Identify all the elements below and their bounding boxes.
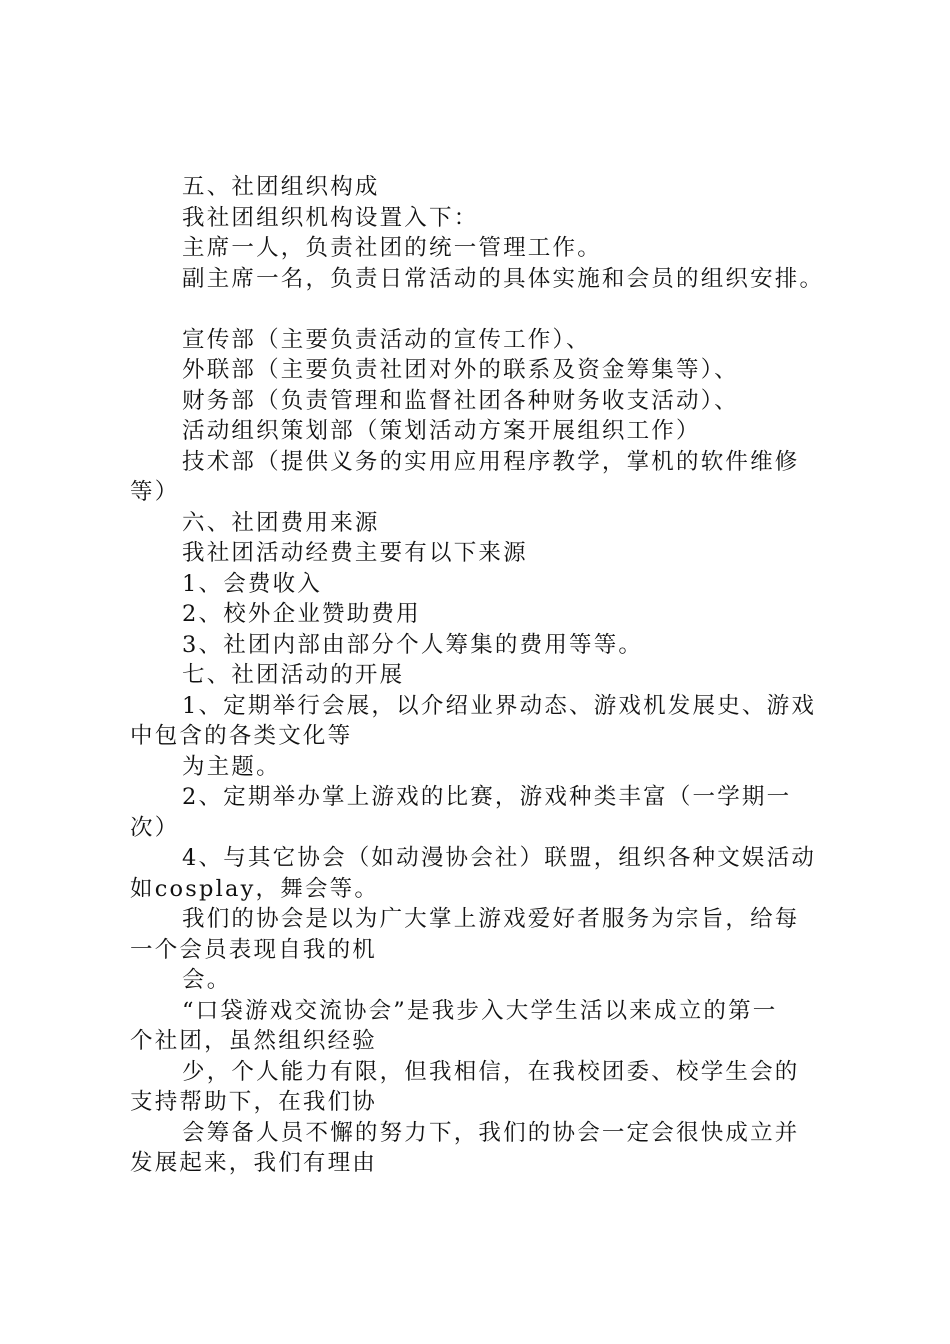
document-body bbox=[130, 172, 840, 1179]
body-line: 支持帮助下，在我们协 bbox=[130, 1089, 378, 1115]
body-line: 如cosplay，舞会等。 bbox=[130, 875, 380, 902]
body-line: 我们的协会是以为广大掌上游戏爱好者服务为宗旨，给每 bbox=[182, 906, 800, 932]
body-line: 外联部（主要负责社团对外的联系及资金筹集等）、 bbox=[182, 357, 739, 383]
section-heading-activities: 七、社团活动的开展 bbox=[182, 662, 405, 688]
body-line: “口袋游戏交流协会”是我步入大学生活以来成立的第一 bbox=[182, 997, 778, 1024]
list-item: 2、校外企业赞助费用 bbox=[182, 601, 421, 627]
list-item: 4、与其它协会（如动漫协会社）联盟，组织各种文娱活动 bbox=[182, 845, 817, 871]
body-line: 活动组织策划部（策划活动方案开展组织工作） bbox=[182, 418, 701, 444]
body-line: 主席一人，负责社团的统一管理工作。 bbox=[182, 235, 602, 261]
body-line: 副主席一名，负责日常活动的具体实施和会员的组织安排。 bbox=[182, 265, 825, 292]
body-line: 宣传部（主要负责活动的宣传工作）、 bbox=[182, 326, 591, 353]
list-item: 3、社团内部由部分个人筹集的费用等等。 bbox=[182, 631, 644, 658]
body-line: 技术部（提供义务的实用应用程序教学，掌机的软件维修 bbox=[182, 448, 800, 475]
section-heading-funding: 六、社团费用来源 bbox=[182, 509, 380, 536]
body-line: 少，个人能力有限，但我相信，在我校团委、校学生会的 bbox=[182, 1058, 800, 1085]
body-line: 为主题。 bbox=[182, 753, 281, 780]
blank-line bbox=[130, 294, 840, 325]
list-item: 1、会费收入 bbox=[182, 570, 323, 597]
body-line: 发展起来，我们有理由 bbox=[130, 1150, 378, 1176]
body-line: 个社团，虽然组织经验 bbox=[130, 1028, 378, 1054]
body-line: 次） bbox=[130, 814, 180, 841]
list-item: 1、定期举行会展，以介绍业界动态、游戏机发展史、游戏 bbox=[182, 692, 817, 719]
body-line: 我社团活动经费主要有以下来源 bbox=[182, 540, 528, 566]
body-line: 一个会员表现自我的机 bbox=[130, 936, 378, 963]
body-line: 财务部（负责管理和监督社团各种财务收支活动）、 bbox=[182, 387, 739, 414]
section-heading-structure: 五、社团组织构成 bbox=[182, 174, 380, 200]
body-line: 等） bbox=[130, 479, 180, 505]
body-line: 会。 bbox=[182, 967, 232, 993]
body-line: 我社团组织机构设置入下： bbox=[182, 204, 479, 231]
body-line: 中包含的各类文化等 bbox=[130, 723, 353, 749]
list-item: 2、定期举办掌上游戏的比赛，游戏种类丰富（一学期一 bbox=[182, 784, 792, 810]
body-line: 会筹备人员不懈的努力下，我们的协会一定会很快成立并 bbox=[182, 1119, 800, 1146]
